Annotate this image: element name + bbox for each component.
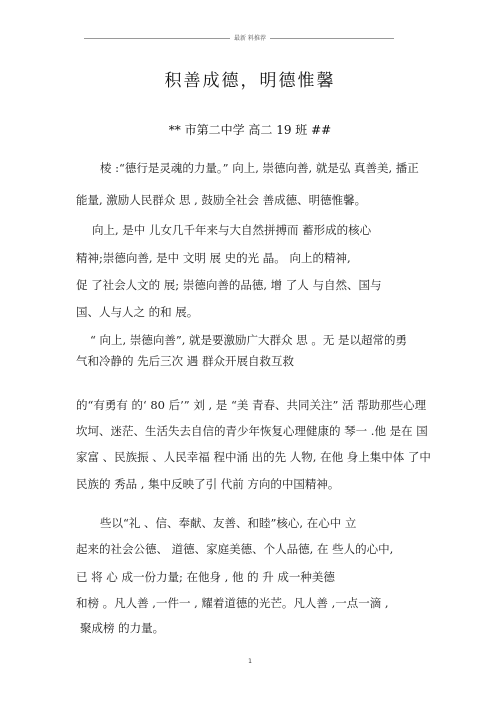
- page-subtitle: ** 市第二中学 高二 19 班 ##: [168, 123, 332, 137]
- page-number: 1: [248, 658, 252, 665]
- body-line: 向上, 是中 儿女几千年来与大自然拼搏而 蓄形成的核心: [92, 223, 372, 237]
- body-line: 起来的社会公德、 道德、家庭美德、个人品德, 在 些人的心中,: [76, 542, 394, 556]
- body-line: 坎坷、迷茫、生活失去自信的青少年恢复心理健康的 琴一 .他 是在 国: [76, 424, 428, 438]
- body-line: 棱 :“德行是灵魂的力量。” 向上, 崇德向善, 就是弘 真善美, 播正: [100, 161, 419, 175]
- body-line: 能量, 激励人民群众 思 , 鼓励全社会 善成德、明德惟馨。: [76, 193, 367, 207]
- body-line: 和榜 。凡人善 ,一件一 , 耀着道德的光芒。凡人善 ,一点一滴 ,: [76, 596, 389, 610]
- body-line: 些以“礼 、信、奉献、友善、和睦”核心, 在心中 立: [100, 516, 357, 530]
- body-line: 促 了社会人文的 展; 崇德向善的品德, 增 了人 与自然、国与: [76, 278, 382, 292]
- header-label: 最新 料推荐: [0, 33, 500, 42]
- body-line: 家富 、民族振 、人民幸福 程中涌 出的先 人物, 在他 身上集中体 了中: [76, 450, 431, 464]
- body-line: “ 向上, 崇德向善”, 就是要激励广大群众 思 。无 是以超常的勇: [90, 333, 407, 347]
- body-line: 精神;崇德向善, 是中 文明 展 史的光 晶。 向上的精神,: [76, 251, 351, 265]
- body-line: 已 将 心 成一份力量; 在他身 , 他 的 升 成一种美德: [76, 570, 335, 584]
- body-line: 的“有勇有 的‘ 80 后’” 刘 , 是 “美 青春、共同关注” 活 帮助那些心理: [76, 398, 427, 412]
- body-line: 聚成榜 的力量。: [80, 621, 165, 635]
- body-line: 民族的 秀品 , 集中反映了引 代前 方向的中国精神。: [76, 477, 340, 491]
- page-title: 积善成德，明德惟馨: [164, 71, 336, 91]
- body-line: 国、人与人之 的和 展。: [76, 305, 199, 319]
- body-line: 气和冷静的 先后三次 遇 群众开展自救互救: [76, 354, 294, 368]
